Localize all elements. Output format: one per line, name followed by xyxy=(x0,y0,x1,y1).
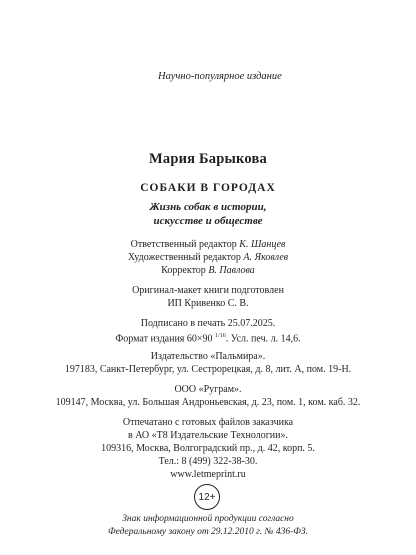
age-rating-label: 12+ xyxy=(198,491,216,503)
book-subtitle-line-2: искусстве и обществе xyxy=(153,215,263,227)
layout-prep-line-1: Оригинал-макет книги подготовлен xyxy=(132,285,284,296)
printer-line-2: в АО «Т8 Издательские Технологии». xyxy=(127,430,289,441)
publisher-address: 197183, Санкт-Петербург, ул. Сестрорецкая, д. 8, лит. А, пом. 19-Н. xyxy=(64,364,352,375)
printer-address: 109316, Москва, Волгоградский пр., д. 42, корп. 5. xyxy=(101,443,315,454)
author-name: Мария Барыкова xyxy=(149,151,267,167)
genre-label: Научно-популярное издание xyxy=(158,71,282,82)
format-suffix: . Усл. печ. л. 14,6. xyxy=(225,333,301,345)
credit-line-proofreader xyxy=(0,264,416,277)
publisher-name: Издательство «Пальмира». xyxy=(150,351,266,362)
age-rating-badge xyxy=(194,484,220,510)
company-address: 109147, Москва, ул. Большая Андроньевская, д. 23, пом. 1, ком. каб. 32. xyxy=(55,397,361,408)
company-name: ООО «Руграм». xyxy=(174,384,242,395)
printer-phone: Тел.: 8 (499) 322-38-30. xyxy=(158,456,258,467)
credit-role: Художественный редактор xyxy=(127,252,241,263)
printer-website-link[interactable]: www.letmeprint.ru xyxy=(170,469,246,480)
credit-name: В. Павлова xyxy=(208,265,255,276)
layout-prep-line-2: ИП Кривенко С. В. xyxy=(167,298,249,309)
legal-notice-line-2: Федеральному закону от 29.12.2010 г. № 436-ФЗ. xyxy=(108,527,308,537)
book-title: СОБАКИ В ГОРОДАХ xyxy=(140,182,276,194)
print-signed: Подписано в печать 25.07.2025. xyxy=(140,318,276,329)
print-format xyxy=(0,330,416,345)
credit-role: Корректор xyxy=(161,265,206,276)
legal-notice-line-1: Знак информационной продукции согласно xyxy=(122,514,294,524)
credit-name: А. Яковлев xyxy=(243,252,289,263)
credit-line-editor xyxy=(0,238,416,251)
credit-role: Ответственный редактор xyxy=(130,239,237,250)
credit-name: К. Шанцев xyxy=(239,239,286,250)
book-subtitle-line-1: Жизнь собак в истории, xyxy=(149,201,267,213)
format-fraction: 1/16 xyxy=(215,333,226,339)
credit-line-art-editor xyxy=(0,251,416,264)
printer-line-1: Отпечатано с готовых файлов заказчика xyxy=(122,417,294,428)
format-prefix: Формат издания 60×90 xyxy=(115,333,213,345)
